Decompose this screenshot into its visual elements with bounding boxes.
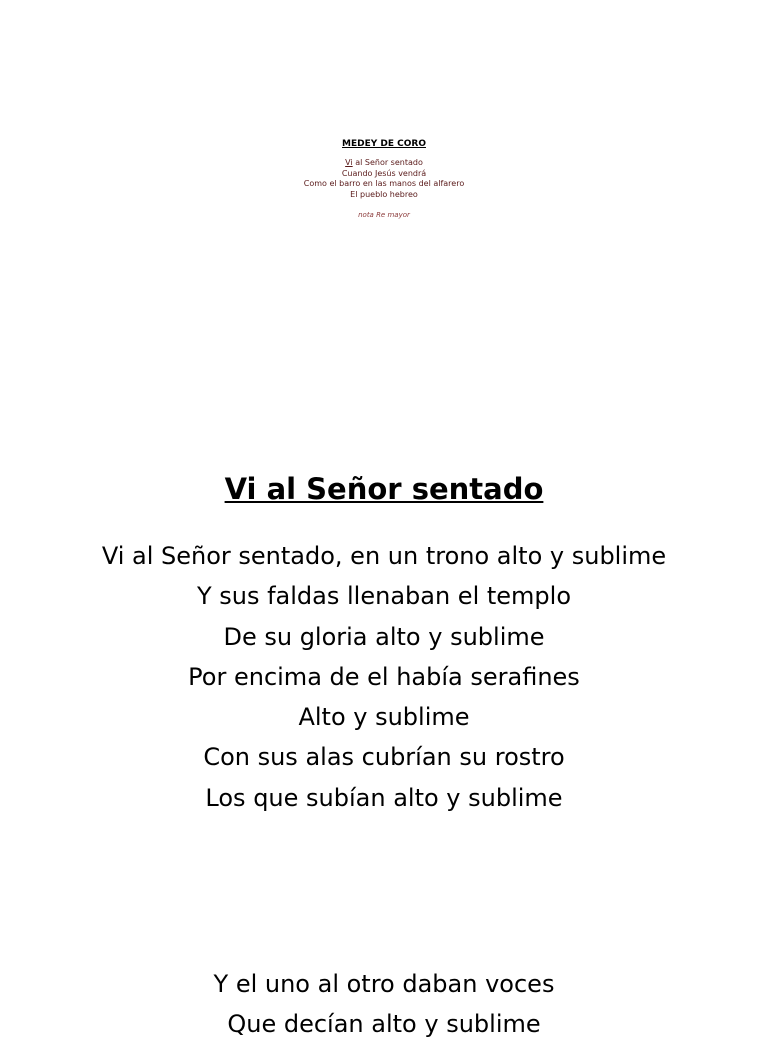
verse-2	[0, 964, 768, 1045]
medley-song-rest: El pueblo hebreo	[350, 189, 418, 199]
medley-song-list	[0, 158, 768, 200]
lyric-line: Por encima de el había serafines	[188, 662, 580, 691]
medley-song-first-word: Vi	[345, 158, 353, 167]
lyric-line: Vi al Señor sentado, en un trono alto y sublime	[101, 542, 667, 570]
lyric-line: Y sus faldas llenaban el templo	[196, 582, 572, 611]
medley-song-item	[0, 190, 768, 201]
lyric-line: Los que subían alto y sublime	[205, 783, 563, 812]
lyric-line: Con sus alas cubrían su rostro	[203, 743, 565, 772]
verse-1	[0, 536, 768, 818]
medley-title: MEDEY DE CORO	[342, 139, 426, 149]
medley-song-item	[0, 169, 768, 180]
lyric-line: De su gloria alto y sublime	[223, 622, 545, 651]
medley-song-rest: Como el barro en las manos del alfarero	[303, 179, 465, 188]
medley-song-item	[0, 179, 768, 190]
medley-song-rest: al Señor sentado	[352, 158, 423, 167]
lyric-line: Alto y sublime	[298, 703, 470, 732]
lyric-line: Que decían alto y sublime	[227, 1010, 541, 1039]
medley-song-item	[0, 158, 768, 169]
medley-song-rest: Cuando Jesús vendrá	[341, 168, 427, 178]
song-title: Vi al Señor sentado	[224, 472, 544, 506]
lyric-line: Y el uno al otro daban voces	[213, 970, 555, 998]
key-note: nota Re mayor	[358, 211, 410, 219]
medley-header	[0, 138, 768, 220]
